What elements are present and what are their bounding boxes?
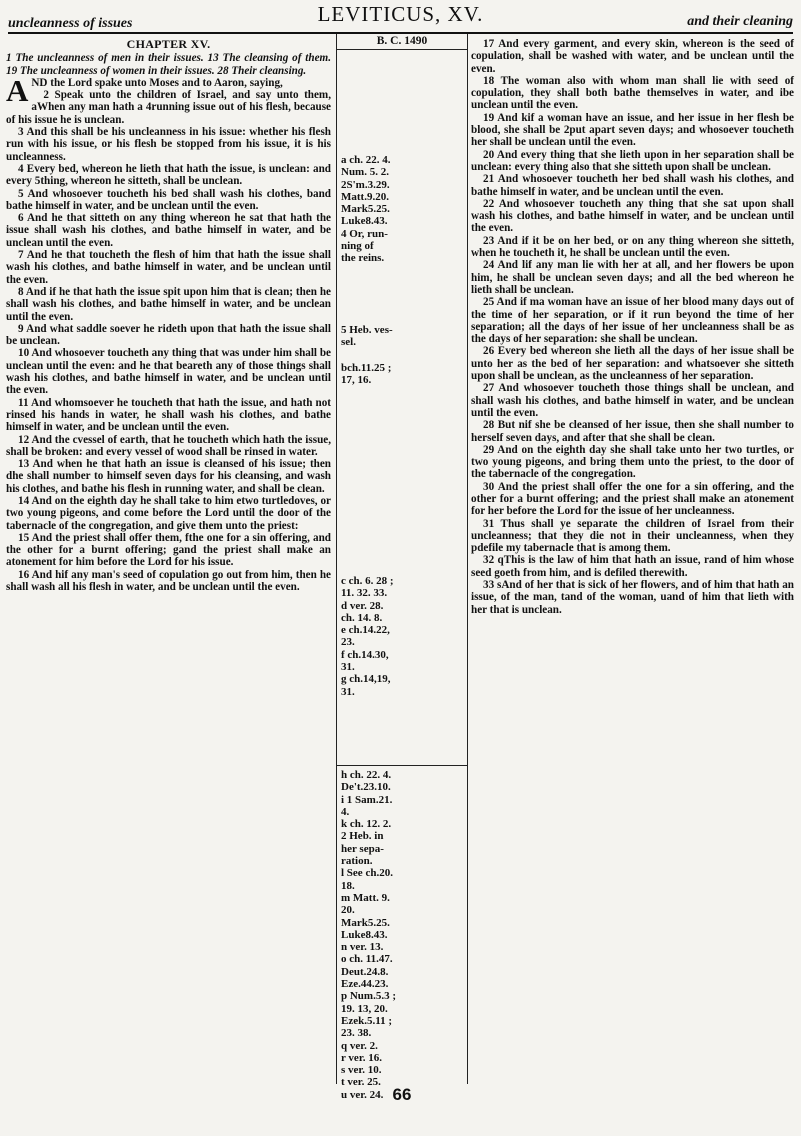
margin-note: a ch. 22. 4. — [341, 154, 391, 166]
margin-note: 20. — [341, 904, 355, 917]
verse-9: 9 And what saddle soever he rideth upon that hath the issue shall be unclean. — [6, 322, 331, 348]
verse-25: 25 And if ma woman have an issue of her blood many days out of the time of her separation, or if it run beyond the time of her separation; all the days of her issue of her uncleanness shall be as the days of her separation: she shall be unclean. — [471, 296, 794, 346]
margin-note: n ver. 13. — [341, 941, 384, 954]
margin-note: sel. — [341, 336, 356, 349]
verse-10: 10 And whosoever toucheth any thing that was under him shall be unclean until the even: and he that beareth any of those things shall wash his clothes, and bathe himself in water, and be unclean until the even. — [6, 347, 331, 397]
verse-6: 6 And he that sitteth on any thing whereon he sat that hath the issue shall wash his clothes, and bathe himself in water, and be unclean until the even. — [6, 212, 331, 249]
verse-32: 32 qThis is the law of him that hath an issue, rand of him whose seed goeth from him, and is defiled therewith. — [471, 554, 794, 579]
margin-note: u ver. 24. — [341, 1088, 384, 1101]
margin-note: r ver. 16. — [341, 1051, 382, 1064]
drop-cap: A — [6, 72, 29, 108]
margin-notes-group — [341, 154, 465, 265]
margin-note: p Num.5.3 ; — [341, 990, 397, 1003]
margin-note: Deut.24.8. — [341, 965, 389, 978]
margin-note: her sepa- — [341, 842, 384, 855]
margin-note: f ch.14.30, — [341, 648, 389, 661]
margin-note: Mark5.25. — [341, 203, 390, 216]
right-text-column — [471, 38, 794, 616]
margin-note: g ch.14,19, — [341, 673, 391, 686]
margin-note: k ch. 12. 2. — [341, 818, 392, 831]
margin-note: t ver. 25. — [341, 1076, 381, 1089]
margin-notes-group — [341, 575, 465, 698]
margin-note: Luke8.43. — [341, 215, 388, 228]
margin-note: 4. — [341, 805, 350, 818]
margin-note: 19. 13, 20. — [341, 1002, 388, 1015]
margin-note: i 1 Sam.21. — [341, 793, 393, 806]
verse-22: 22 And whosoever toucheth any thing that she sat upon shall wash his clothes, and bathe himself in water, and be unclean until the even. — [471, 197, 794, 235]
margin-note: d ver. 28. — [341, 599, 384, 612]
verse-31: 31 Thus shall ye separate the children of Israel from their uncleanness; that they die not in their uncleanness, when they pdefile my tabernacle that is among them. — [471, 517, 794, 555]
verse-14: 14 And on the eighth day he shall take to him etwo turtledoves, or two young pigeons, and come before the Lord until the door of the tabernacle of the congregation, and give them unto the priest: — [6, 494, 331, 532]
margin-note: s ver. 10. — [341, 1064, 382, 1077]
margin-note: 11. 32. 33. — [341, 587, 388, 600]
margin-note: 31. — [341, 685, 355, 698]
margin-note: ration. — [341, 855, 373, 868]
margin-note: 5 Heb. ves- — [341, 324, 393, 336]
margin-note: Ezek.5.11 ; — [341, 1014, 393, 1027]
margin-notes-group — [341, 324, 465, 349]
verse-1: AND the Lord spake unto Moses and to Aaron, saying, — [6, 72, 283, 108]
margin-note: 2 Heb. in — [341, 830, 384, 843]
margin-note: Luke8.43. — [341, 928, 388, 941]
margin-note: De't.23.10. — [341, 781, 391, 794]
verse-33: 33 sAnd of her that is sick of her flowers, and of him that hath an issue, of the man, tand of the woman, uand of him that lieth with her that is unclean. — [471, 579, 794, 616]
verse-21: 21 And whosoever toucheth her bed shall wash his clothes, and bathe himself in water, and be unclean until the even. — [471, 173, 794, 198]
verse-18: 18 The woman also with whom man shall lie with seed of copulation, they shall both bathe themselves in water, and ibe unclean until the even. — [471, 74, 794, 112]
header-book-title: LEVITICUS, XV. — [317, 2, 484, 26]
margin-rule — [337, 765, 467, 766]
verse-15: 15 And the priest shall offer them, fthe one for a sin offering, and the other for a burnt offering; gand the priest shall make an atonement for him before the Lord for his issue. — [6, 531, 331, 569]
verse-28: 28 But nif she be cleansed of her issue, then she shall number to herself seven days, and after that she shall be clean. — [471, 419, 794, 444]
verse-26: 26 Every bed whereon she lieth all the days of her issue shall be unto her as the bed of her separation: and whatsoever she sitteth upon shall be unclean, as the uncleanness of her separation. — [471, 345, 794, 383]
header-right-caption: and their cleaning — [687, 14, 793, 29]
verse-8: 8 And if he that hath the issue spit upon him that is clean; then he shall wash his clothes, and bathe himself in water, and be unclean until the even. — [6, 285, 331, 323]
verse-23: 23 And if it be on her bed, or on any thing whereon she sitteth, when he toucheth it, he shall be unclean until the even. — [471, 234, 794, 260]
margin-note: 23. 38. — [341, 1027, 372, 1040]
verse-12: 12 And the cvessel of earth, that he toucheth which hath the issue, shall be broken: and every vessel of wood shall be rinsed in water. — [6, 433, 331, 458]
verse-13: 13 And when he that hath an issue is cleansed of his issue; then dhe shall number to himself seven days for his cleansing, and wash his clothes, and bathe his flesh in running water, and shall be clean. — [6, 458, 331, 495]
verse-7: 7 And he that toucheth the flesh of him that hath the issue shall wash his clothes, and bathe himself in water, and be unclean until the even. — [6, 249, 331, 286]
margin-note: Mark5.25. — [341, 916, 390, 929]
margin-note: 17, 16. — [341, 374, 372, 387]
verse-2: 2 Speak unto the children of Israel, and say unto them, aWhen any man hath a 4running issue out of his flesh, because of his issue he is unclean. — [6, 89, 331, 126]
margin-note: Matt.9.20. — [341, 190, 389, 203]
margin-note: Num. 5. 2. — [341, 166, 389, 179]
margin-note: 31. — [341, 661, 355, 674]
margin-note: m Matt. 9. — [341, 891, 390, 904]
margin-note: o ch. 11.47. — [341, 953, 393, 966]
margin-note: ning of — [341, 240, 374, 253]
page-number: 66 — [392, 1085, 412, 1104]
verse-20: 20 And every thing that she lieth upon in her separation shall be unclean: every thing also that she sitteth upon shall be unclean. — [471, 148, 794, 173]
verse-24: 24 And lif any man lie with her at all, and her flowers be upon him, he shall be unclean seven days; and all the bed whereon he lieth shall be unclean. — [471, 259, 794, 296]
verse-19: 19 And kif a woman have an issue, and her issue in her flesh be blood, she shall be 2put apart seven days; and whosoever toucheth her shall be unclean until the even. — [471, 111, 794, 149]
margin-note: bch.11.25 ; — [341, 362, 392, 374]
verse-11: 11 And whomsoever he toucheth that hath the issue, and hath not rinsed his hands in water, he shall wash his clothes, and bathe himself in water, and be unclean until the even. — [6, 396, 331, 434]
margin-note: h ch. 22. 4. — [341, 769, 392, 781]
margin-notes-group — [341, 769, 465, 1101]
verse-5: 5 And whosoever toucheth his bed shall wash his clothes, band bathe himself in water, and be unclean until the even. — [6, 187, 331, 212]
verse-27: 27 And whosoever toucheth those things shall be unclean, and shall wash his clothes, and bathe himself in water, and be unclean until the even. — [471, 382, 794, 419]
margin-note: 23. — [341, 636, 355, 649]
margin-note: 18. — [341, 879, 355, 892]
verse-30: 30 And the priest shall offer the one for a sin offering, and the other for a burnt offering; and the priest shall make an atonement for her before the Lord for the issue of her uncleanness. — [471, 480, 794, 518]
margin-note: the reins. — [341, 252, 385, 265]
margin-note: Eze.44.23. — [341, 978, 389, 991]
verse-4: 4 Every bed, whereon he lieth that hath the issue, is unclean: and every 5thing, whereon he sitteth, shall be unclean. — [6, 162, 331, 188]
header-left-caption: uncleanness of issues — [8, 16, 133, 31]
verse-3: 3 And this shall be his uncleanness in his issue: whether his flesh run with his issue, or his flesh be stopped from his issue, it is his uncleanness. — [6, 126, 331, 163]
verse-17: 17 And every garment, and every skin, whereon is the seed of copulation, shall be washed with water, and be unclean until the even. — [471, 38, 794, 75]
verse-29: 29 And on the eighth day she shall take unto her two turtles, or two young pigeons, and bring them unto the priest, to the door of the tabernacle of the congregation. — [471, 443, 794, 481]
running-header — [8, 0, 793, 30]
left-text-column — [6, 38, 331, 593]
margin-note: c ch. 6. 28 ; — [341, 575, 394, 587]
chapter-title: CHAPTER XV. — [126, 37, 211, 51]
margin-note: q ver. 2. — [341, 1039, 378, 1052]
margin-date: B. C. 1490 — [337, 34, 467, 50]
verse-16: 16 And hif any man's seed of copulation go out from him, then he shall wash all his flesh in water, and be unclean until the even. — [6, 568, 331, 594]
margin-note: e ch.14.22, — [341, 624, 390, 637]
margin-note: ch. 14. 8. — [341, 611, 383, 624]
chapter-summary: 1 The uncleanness of men in their issues. 13 The cleansing of them. 19 The uncleanness of women in their issues. 28 Their cleansing. — [6, 52, 331, 77]
margin-note: 2S'm.3.29. — [341, 178, 390, 191]
margin-note: l See ch.20. — [341, 867, 393, 880]
margin-note: 4 Or, run- — [341, 227, 388, 240]
margin-notes-group — [341, 362, 465, 387]
